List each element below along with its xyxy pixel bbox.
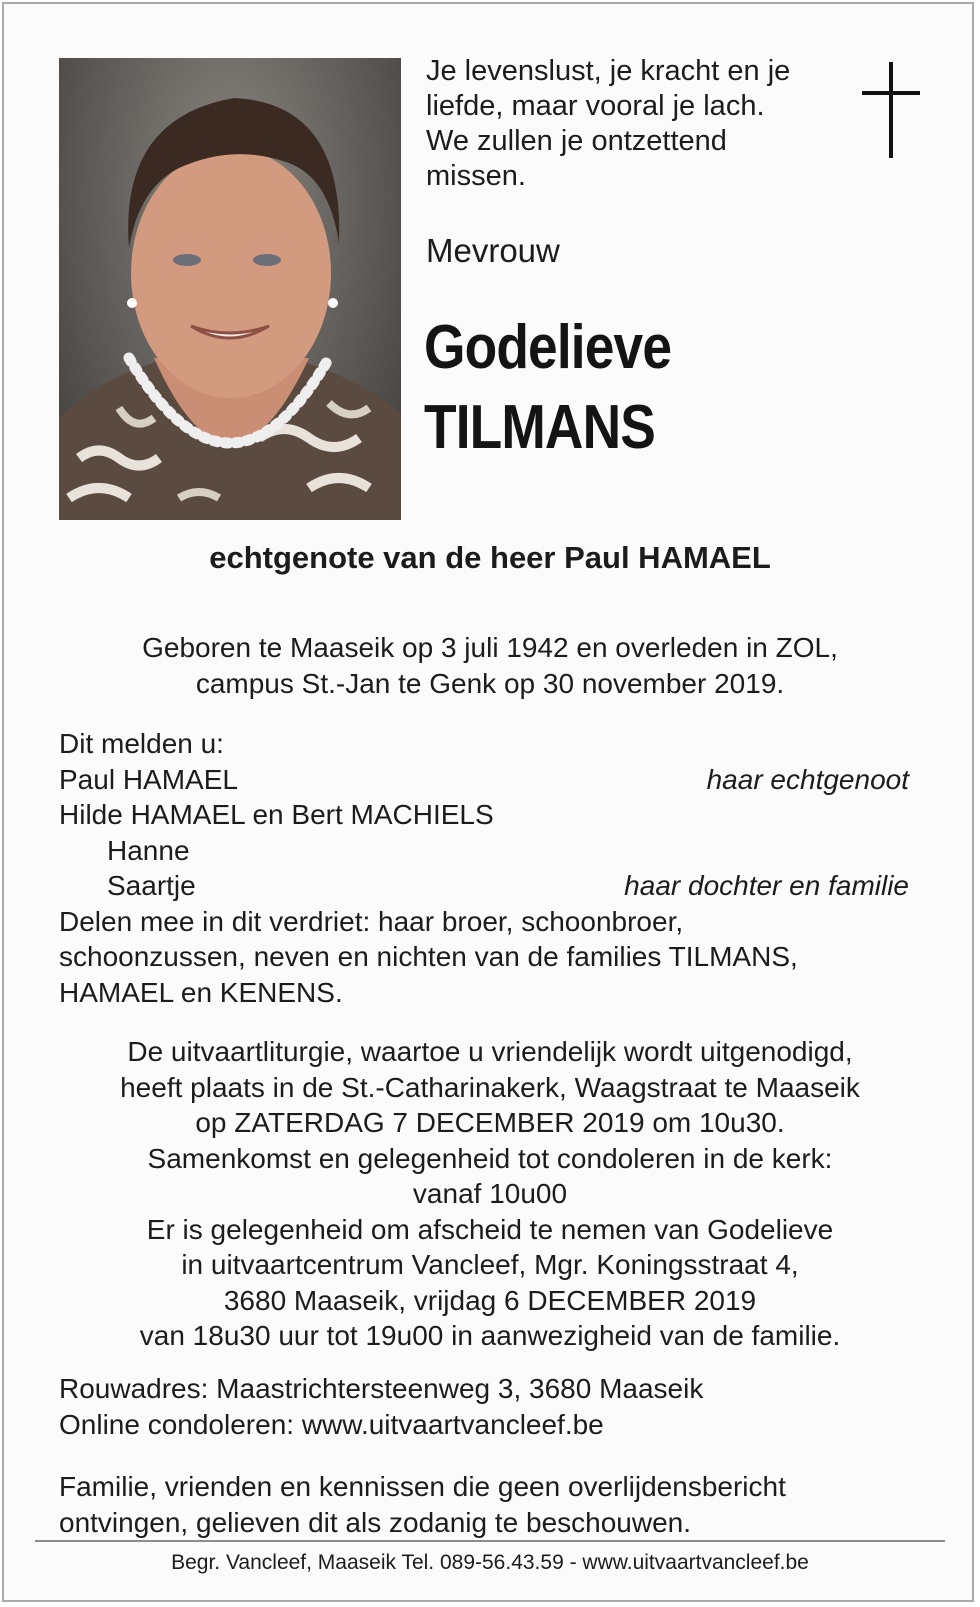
announcer-name: Hanne [107, 834, 190, 866]
cross-icon [862, 62, 922, 158]
funeral-line: Er is gelegenheid om afscheid te nemen van Godelieve [146, 1213, 834, 1245]
share-line: HAMAEL en KENENS. [59, 976, 343, 1008]
list-item [59, 833, 909, 869]
portrait-photo [59, 58, 401, 520]
quote-line: Je levenslust, je kracht en je [426, 55, 791, 87]
list-item [59, 762, 909, 798]
born-line: Geboren te Maaseik op 3 juli 1942 en overleden in ZOL, [142, 632, 838, 663]
announcer-name: Saartje [107, 870, 196, 901]
notice-line: Familie, vrienden en kennissen die geen overlijdensbericht [59, 1471, 786, 1502]
funeral-line: heeft plaats in de St.-Catharinakerk, Waagstraat te Maaseik [120, 1071, 860, 1103]
funeral-line: vanaf 10u00 [412, 1178, 568, 1209]
birth-death-details [0, 630, 980, 701]
memorial-quote [426, 54, 826, 194]
list-item [59, 868, 909, 904]
undertaker-footer: Begr. Vancleef, Maaseik Tel. 089-56.43.59 - www.uitvaartvancleef.be [171, 1551, 809, 1574]
share-in-grief [59, 904, 909, 1011]
share-line: schoonzussen, neven en nichten van de families TILMANS, [59, 941, 798, 972]
spouse-line: echtgenote van de heer Paul HAMAEL [209, 540, 771, 575]
announcer-name: Paul HAMAEL [59, 763, 238, 795]
funeral-line: Samenkomst en gelegenheid tot condoleren in de kerk: [147, 1142, 833, 1174]
quote-line: missen. [426, 160, 526, 192]
honorific: Mevrouw [426, 232, 560, 269]
list-item [59, 797, 909, 833]
deceased-name [424, 308, 671, 468]
funeral-line: van 18u30 uur tot 19u00 in aanwezigheid van de familie. [139, 1320, 841, 1351]
share-line: Delen mee in dit verdriet: haar broer, schoonbroer, [59, 905, 684, 937]
quote-line: liefde, maar vooral je lach. [426, 90, 765, 122]
funeral-line: in uitvaartcentrum Vancleef, Mgr. Koningsstraat 4, [181, 1249, 799, 1280]
mourning-address [59, 1371, 703, 1442]
funeral-line: 3680 Maaseik, vrijdag 6 DECEMBER 2019 [223, 1284, 757, 1316]
divider [35, 1540, 945, 1542]
announcer-name: Hilde HAMAEL en Bert MACHIELS [59, 799, 494, 830]
funeral-line: De uitvaartliturgie, waartoe u vriendelijk wordt uitgenodigd, [127, 1036, 853, 1067]
announcers-intro: Dit melden u: [59, 728, 224, 759]
funeral-details [0, 1034, 980, 1354]
announcer-relation: haar dochter en familie [624, 870, 909, 901]
last-name: TILMANS [424, 393, 655, 462]
funeral-line: op ZATERDAG 7 DECEMBER 2019 om 10u30. [195, 1107, 785, 1138]
first-name: Godelieve [424, 313, 672, 382]
announcer-relation: haar echtgenoot [706, 763, 909, 795]
address-line: Rouwadres: Maastrichtersteenweg 3, 3680 Maaseik [59, 1373, 704, 1404]
announcers-list [59, 726, 909, 1010]
born-line: campus St.-Jan te Genk op 30 november 2019. [195, 667, 785, 699]
notice-line: ontvingen, gelieven dit als zodanig te beschouwen. [59, 1506, 691, 1538]
notice-text [59, 1469, 786, 1540]
quote-line: We zullen je ontzettend [426, 125, 727, 157]
online-condolence-line: Online condoleren: www.uitvaartvancleef.be [59, 1408, 604, 1440]
